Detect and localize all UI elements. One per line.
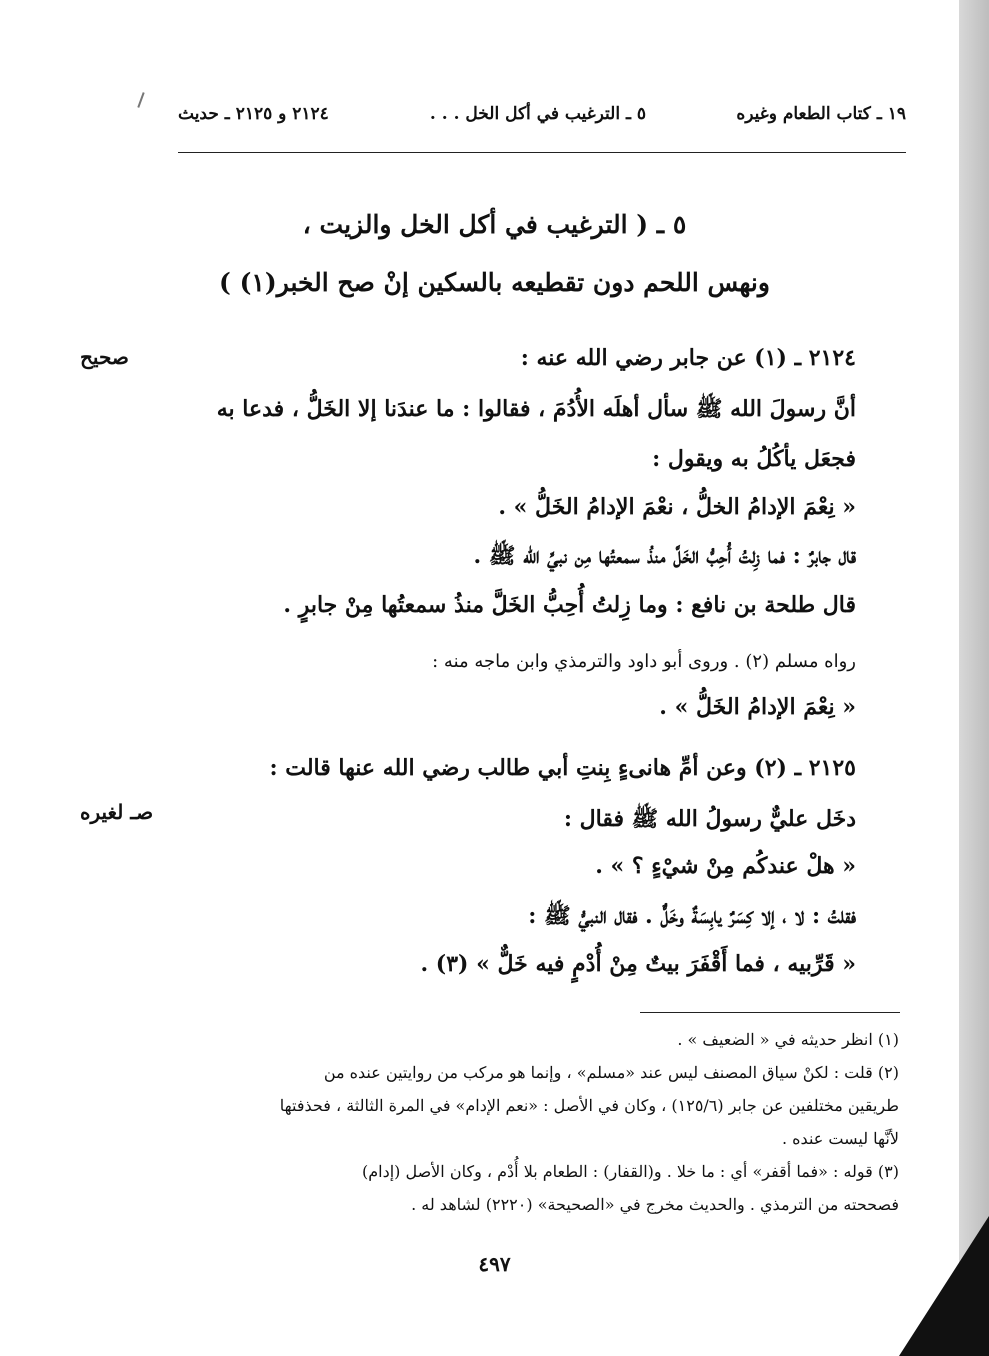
quote-line: « نِعْمَ الإدامُ الخلُّ ، نعْمَ الإدامُ الخَلُّ » . (498, 494, 856, 520)
page-edge-shadow (959, 0, 989, 1356)
header-book-title: ١٩ ـ كتاب الطعام وغيره (736, 104, 906, 124)
pen-mark (137, 92, 144, 108)
footnote-3: (٣) قوله : «فما أقفر» أي : ما خلا . و(القفار) : الطعام بلا أُدْم ، وكان الأصل (إدام) (361, 1162, 899, 1181)
grade-note-2124: صحيح (80, 345, 129, 369)
footnote-1: (١) انظر حديثه في « الضعيف » . (677, 1030, 899, 1049)
body-line: فجعَل يأكُلُ به ويقول : (652, 446, 856, 472)
hadith-2125-intro: ٢١٢٥ ـ (٢) وعن أمِّ هانىءٍ بِنتِ أبي طالب رضي الله عنها قالت : (269, 755, 856, 781)
footnote-2-cont: طريقين مختلفين عن جابر (١٢٥/٦) ، وكان في الأصل : «نعم الإدام» في المرة الثالثة ، فحذفتها (279, 1096, 899, 1115)
footnote-2-cont: لأنَّها ليست عنده . (781, 1129, 899, 1148)
quote-line: « نِعْمَ الإدامُ الخَلُّ » . (659, 694, 856, 720)
running-header (178, 104, 906, 136)
body-line: دخَل عليٌّ رسولُ الله ﷺ فقال : (563, 806, 856, 832)
footnote-divider (640, 1012, 900, 1013)
narration-note: رواه مسلم (٢) . وروى أبو داود والترمذي وابن ماجه منه : (432, 651, 856, 672)
body-line: قال طلحة بن نافع : وما زِلتُ أُحِبُّ الخَلَّ منذُ سمعتُها مِنْ جابرٍ . (283, 592, 856, 618)
quote-line: « قَرِّبيه ، فما أَقْفَرَ بيتٌ مِنْ أُدْمٍ فيه خَلٌّ » (٣) . (420, 951, 856, 977)
chapter-title-line-1: ٥ ـ ( الترغيب في أكل الخل والزيت ، (302, 210, 687, 239)
page-number: ٤٩٧ (478, 1252, 511, 1276)
header-hadith-range: ٢١٢٤ و ٢١٢٥ ـ حديث (178, 104, 329, 124)
hadith-2124-intro: ٢١٢٤ ـ (١) عن جابر رضي الله عنه : (520, 345, 856, 371)
footnote-3-cont: فصححته من الترمذي . والحديث مخرج في «الصحيحة» (٢٢٢٠) لشاهد له . (411, 1195, 899, 1214)
grade-note-2125: صـ لغيره (80, 800, 154, 824)
chapter-title-line-2: ونهس اللحم دون تقطيعه بالسكين إنْ صح الخبر(١) ) (219, 268, 770, 297)
body-line: أنَّ رسولَ الله ﷺ سأل أهلَه الأُدُمَ ، فقالوا : ما عندَنا إلا الخَلُّ ، فدعا به (216, 396, 856, 422)
page-corner-shadow (899, 1216, 989, 1356)
footnote-2: (٢) قلت : لكنْ سياق المصنف ليس عند «مسلم» ، وإنما هو مركب من روايتين عنده من (323, 1063, 899, 1082)
body-line: فقلتُ : لا ، إلا كِسَرٌ يابِسَةٌ وخَلٌّ . فقال النبيُّ ﷺ : (528, 903, 856, 929)
quote-line: « هلْ عندكُم مِنْ شيْءٍ ؟ » . (595, 853, 856, 879)
body-line: قال جابرٌ : فما زِلتُ أُحِبُّ الخَلَّ منذُ سمعتُها مِن نبيِّ الله ﷺ . (473, 543, 856, 569)
header-divider (178, 152, 906, 153)
header-chapter: ٥ ـ الترغيب في أكل الخل . . . (429, 104, 646, 124)
